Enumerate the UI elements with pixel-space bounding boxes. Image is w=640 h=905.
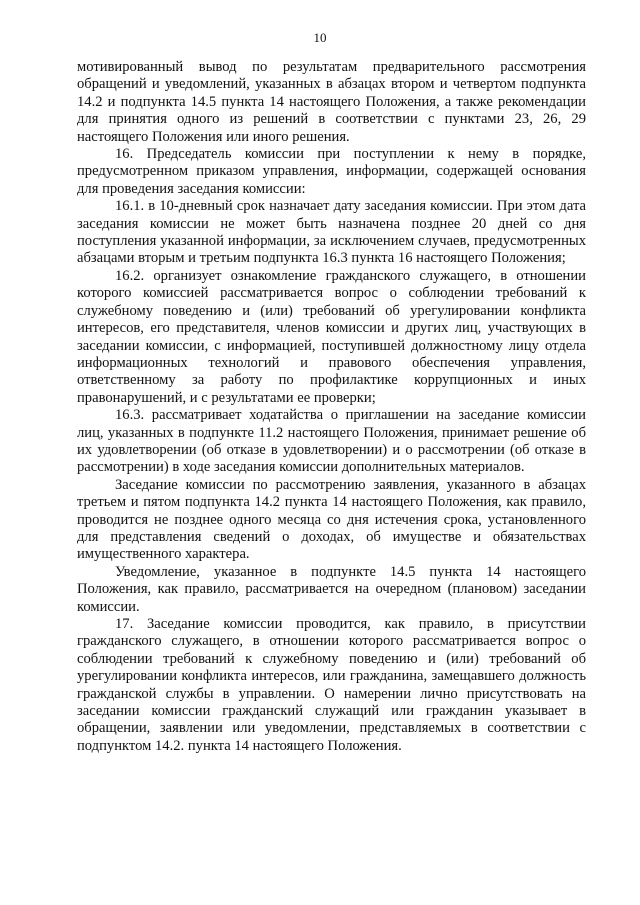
paragraph-item-16-1: 16.1. в 10-дневный срок назначает дату заседания комиссии. При этом дата заседания комиссии не может быть назначена позднее 20 дней со дня поступления указанной информации, за исключением случаев, предусмотренных абзацами вторым и третьим подпункта 16.3 пункта 16 настоящего Положения;: [77, 198, 586, 267]
page-number: 10: [313, 30, 327, 45]
paragraph-statement-meeting: Заседание комиссии по рассмотрению заявления, указанного в абзацах третьем и пятом подпункта 14.2 пункта 14 настоящего Положения, как правило, проводится не позднее одного месяца со дня истечения срока, установленного для представления сведений о доходах, об имуществе и обязательствах имущественного характера.: [77, 476, 586, 563]
paragraph-notification: Уведомление, указанное в подпункте 14.5 пункта 14 настоящего Положения, как правило, рассматривается на очередном (плановом) заседании комиссии.: [77, 563, 586, 615]
paragraph-item-16-3: 16.3. рассматривает ходатайства о приглашении на заседание комиссии лиц, указанных в подпункте 11.2 настоящего Положения, принимает решение об их удовлетворении (об отказе в удовлетворении) и о рассмотрении (об отказе в рассмотрении) в ходе заседания комиссии дополнительных материалов.: [77, 407, 586, 476]
document-body: [77, 59, 586, 755]
paragraph-continued-conclusion: мотивированный вывод по результатам предварительного рассмотрения обращений и уведомлений, указанных в абзацах втором и четвертом подпункта 14.2 и подпункта 14.5 пункта 14 настоящего Положения, а также рекомендации для принятия одного из решений в соответствии с пунктами 23, 26, 29 настоящего Положения или иного решения.: [77, 59, 586, 145]
paragraph-item-16: 16. Председатель комиссии при поступлении к нему в порядке, предусмотренном приказом управления, информации, содержащей основания для проведения заседания комиссии:: [77, 146, 586, 197]
paragraph-item-16-2: 16.2. организует ознакомление гражданского служащего, в отношении которого комиссией рассматривается вопрос о соблюдении требований к служебному поведению и (или) требований об урегулировании конфликта интересов, его представителя, членов комиссии и других лиц, участвующих в заседании комиссии, с информацией, поступившей должностному лицу отдела информационных технологий и правового обеспечения управления, ответственному за работу по профилактике коррупционных и иных правонарушений, и с результатами ее проверки;: [77, 267, 586, 406]
paragraph-item-17: 17. Заседание комиссии проводится, как правило, в присутствии гражданского служащего, в отношении которого рассматривается вопрос о соблюдении требований к служебному поведению и (или) требований об урегулировании конфликта интересов, или гражданина, замещавшего должность гражданской службы в управлении. О намерении лично присутствовать на заседании комиссии гражданский служащий или гражданин указывает в обращении, заявлении или уведомлении, представляемых в соответствии с подпунктом 14.2. пункта 14 настоящего Положения.: [77, 616, 586, 754]
